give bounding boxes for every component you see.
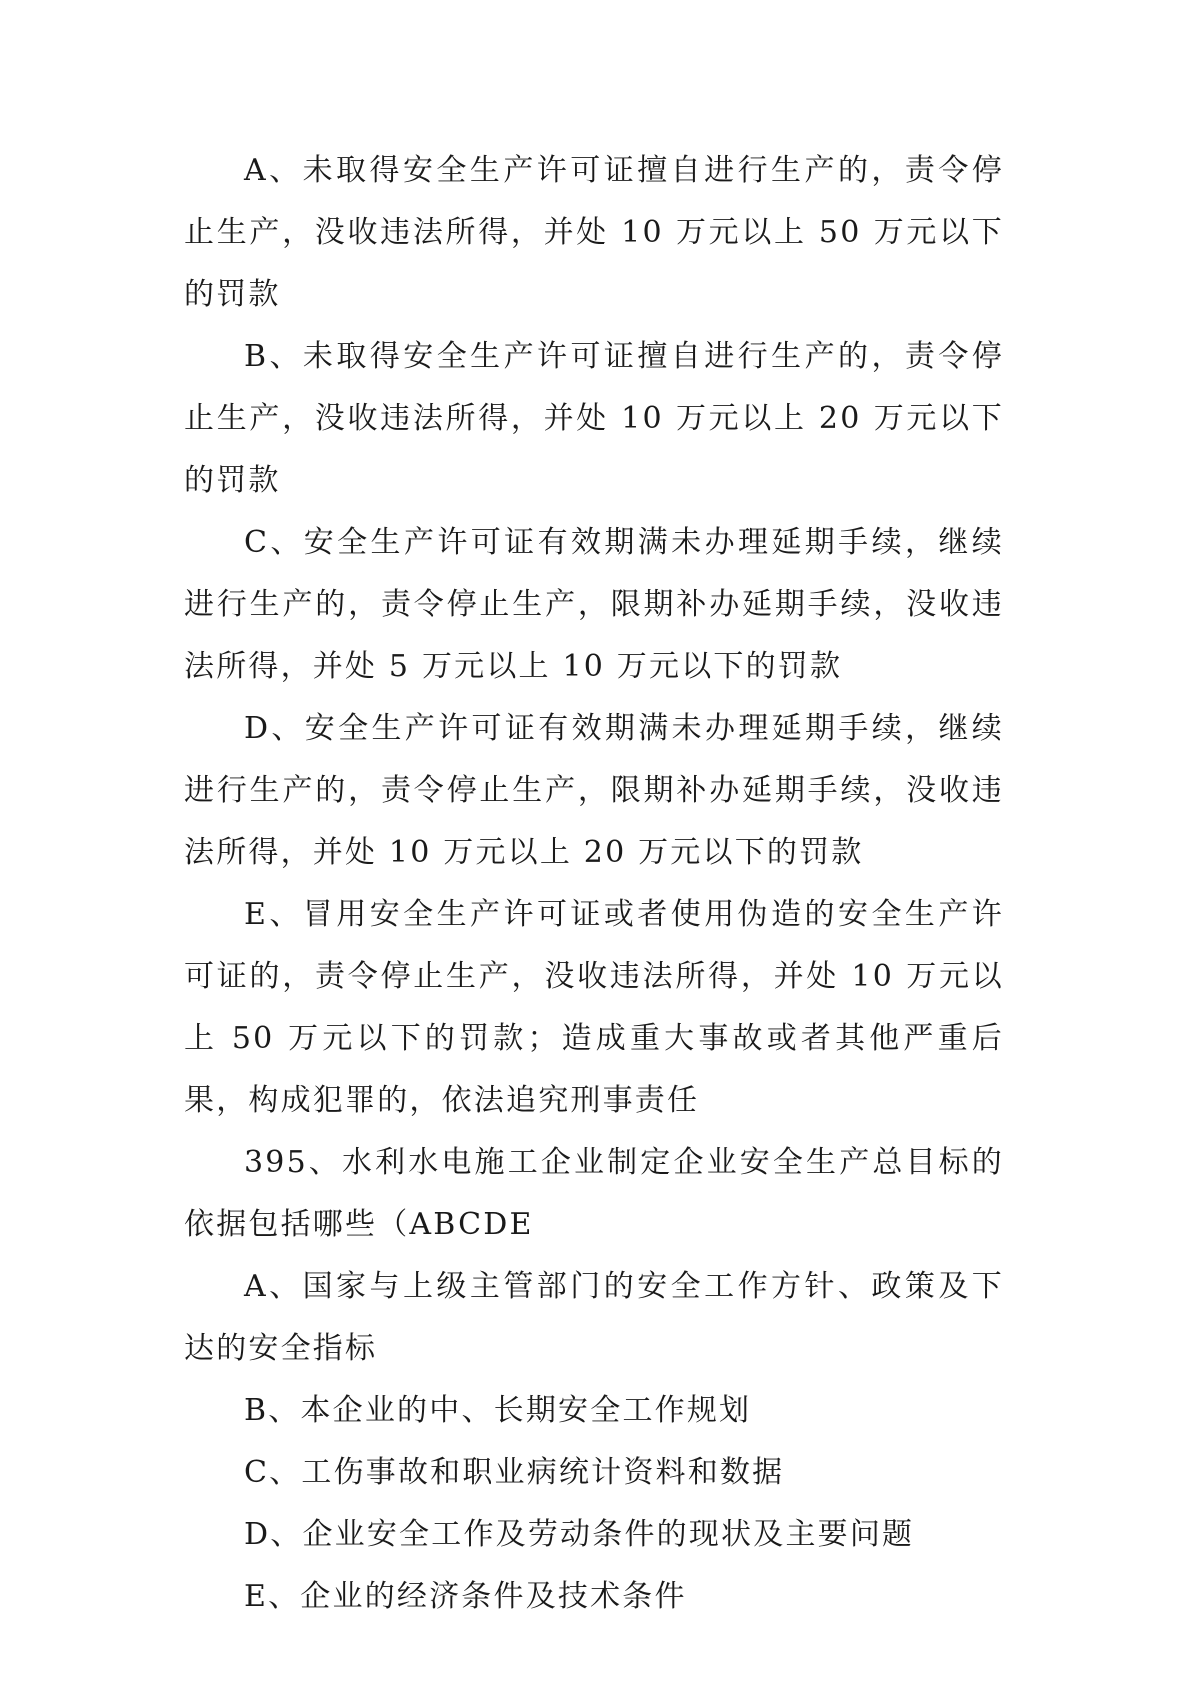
option-d: D、企业安全工作及劳动条件的现状及主要问题 — [244, 1517, 915, 1552]
option-c: C、工伤事故和职业病统计资料和数据 — [244, 1455, 785, 1490]
option-e-prev: E、冒用安全生产许可证或者使用伪造的安全生产许可证的，责令停止生产，没收违法所得，并处 10 万元以上 50 万元以下的罚款；造成重大事故或者其他严重后果，构成犯罪的，依法追究刑事责任 — [184, 897, 1004, 1118]
option-c-prev: C、安全生产许可证有效期满未办理延期手续，继续进行生产的，责令停止生产，限期补办延期手续，没收违法所得，并处 5 万元以上 10 万元以下的罚款 — [184, 525, 1004, 684]
option-a-prev: A、未取得安全生产许可证擅自进行生产的，责令停止生产，没收违法所得，并处 10 万元以上 50 万元以下的罚款 — [184, 153, 1004, 312]
option-a: A、国家与上级主管部门的安全工作方针、政策及下达的安全指标 — [184, 1269, 1004, 1366]
question-395: 395、水利水电施工企业制定企业安全生产总目标的依据包括哪些（ABCDE — [184, 1145, 1004, 1242]
option-b: B、本企业的中、长期安全工作规划 — [244, 1393, 752, 1428]
option-d-prev: D、安全生产许可证有效期满未办理延期手续，继续进行生产的，责令停止生产，限期补办延期手续，没收违法所得，并处 10 万元以上 20 万元以下的罚款 — [184, 711, 1004, 870]
document-body — [184, 140, 1004, 1628]
option-e: E、企业的经济条件及技术条件 — [244, 1579, 687, 1614]
option-b-prev: B、未取得安全生产许可证擅自进行生产的，责令停止生产，没收违法所得，并处 10 万元以上 20 万元以下的罚款 — [184, 339, 1004, 498]
